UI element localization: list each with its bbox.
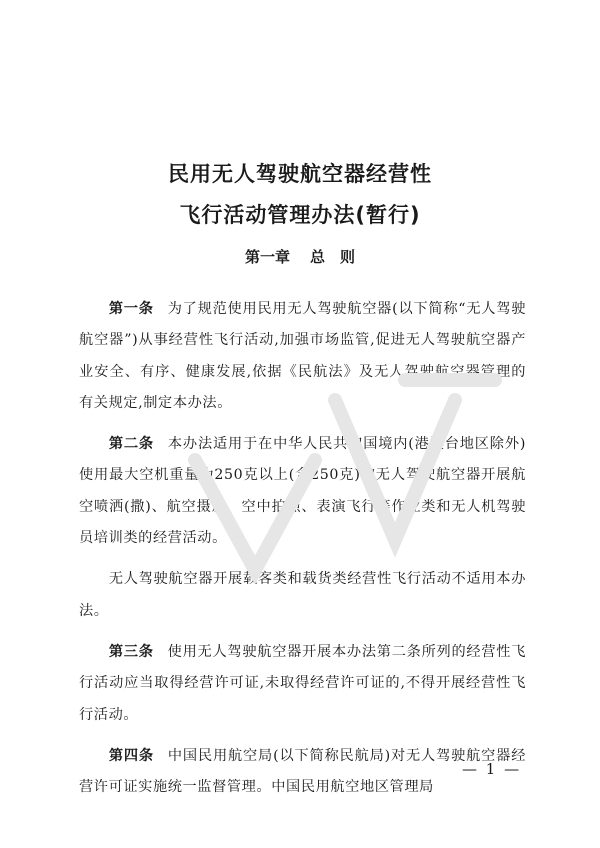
document-title-line-1: 民用无人驾驶航空器经营性: [168, 162, 432, 186]
article-2-paragraph-2: [79, 564, 526, 627]
article-4: [79, 741, 526, 804]
chapter-title: 总 则: [310, 248, 356, 266]
chapter-heading: [0, 246, 600, 267]
page-number: — 1 —: [462, 760, 522, 778]
article-text: 中国民用航空局(以下简称民航局)对无人驾驶航空器经营许可证实施统一监督管理。中国民用航空地区管理局: [79, 747, 526, 796]
article-1: [79, 294, 526, 419]
article-3: [79, 637, 526, 731]
article-text: 无人驾驶航空器开展载客类和载货类经营性飞行活动不适用本办法。: [79, 571, 526, 619]
document-title-line-2: 飞行活动管理办法(暂行): [179, 203, 421, 227]
article-text: 为了规范使用民用无人驾驶航空器(以下简称“无人驾驶航空器”)从事经营性飞行活动,加强市场监管,促进无人驾驶航空器产业安全、有序、健康发展,依据《民航法》及无人驾驶航空器管理的有关规定,制定本办法。: [79, 301, 526, 411]
article-label: 第四条: [108, 747, 154, 764]
article-label: 第三条: [108, 643, 154, 660]
article-text: 使用无人驾驶航空器开展本办法第二条所列的经营性飞行活动应当取得经营许可证,未取得经营许可证的,不得开展经营性飞行活动。: [79, 643, 526, 723]
chapter-label: 第一章: [244, 248, 290, 266]
document-body: [79, 294, 526, 813]
article-text: 本办法适用于在中华人民共和国境内(港澳台地区除外)使用最大空机重量为250克以上(含250克)的无人驾驶航空器开展航空喷洒(撒)、航空摄影、空中拍照、表演飞行等作业类和无人机驾驶员培训类的经营活动。: [79, 436, 526, 547]
article-2: [79, 429, 526, 554]
article-label: 第一条: [108, 301, 154, 317]
article-label: 第二条: [108, 436, 154, 453]
